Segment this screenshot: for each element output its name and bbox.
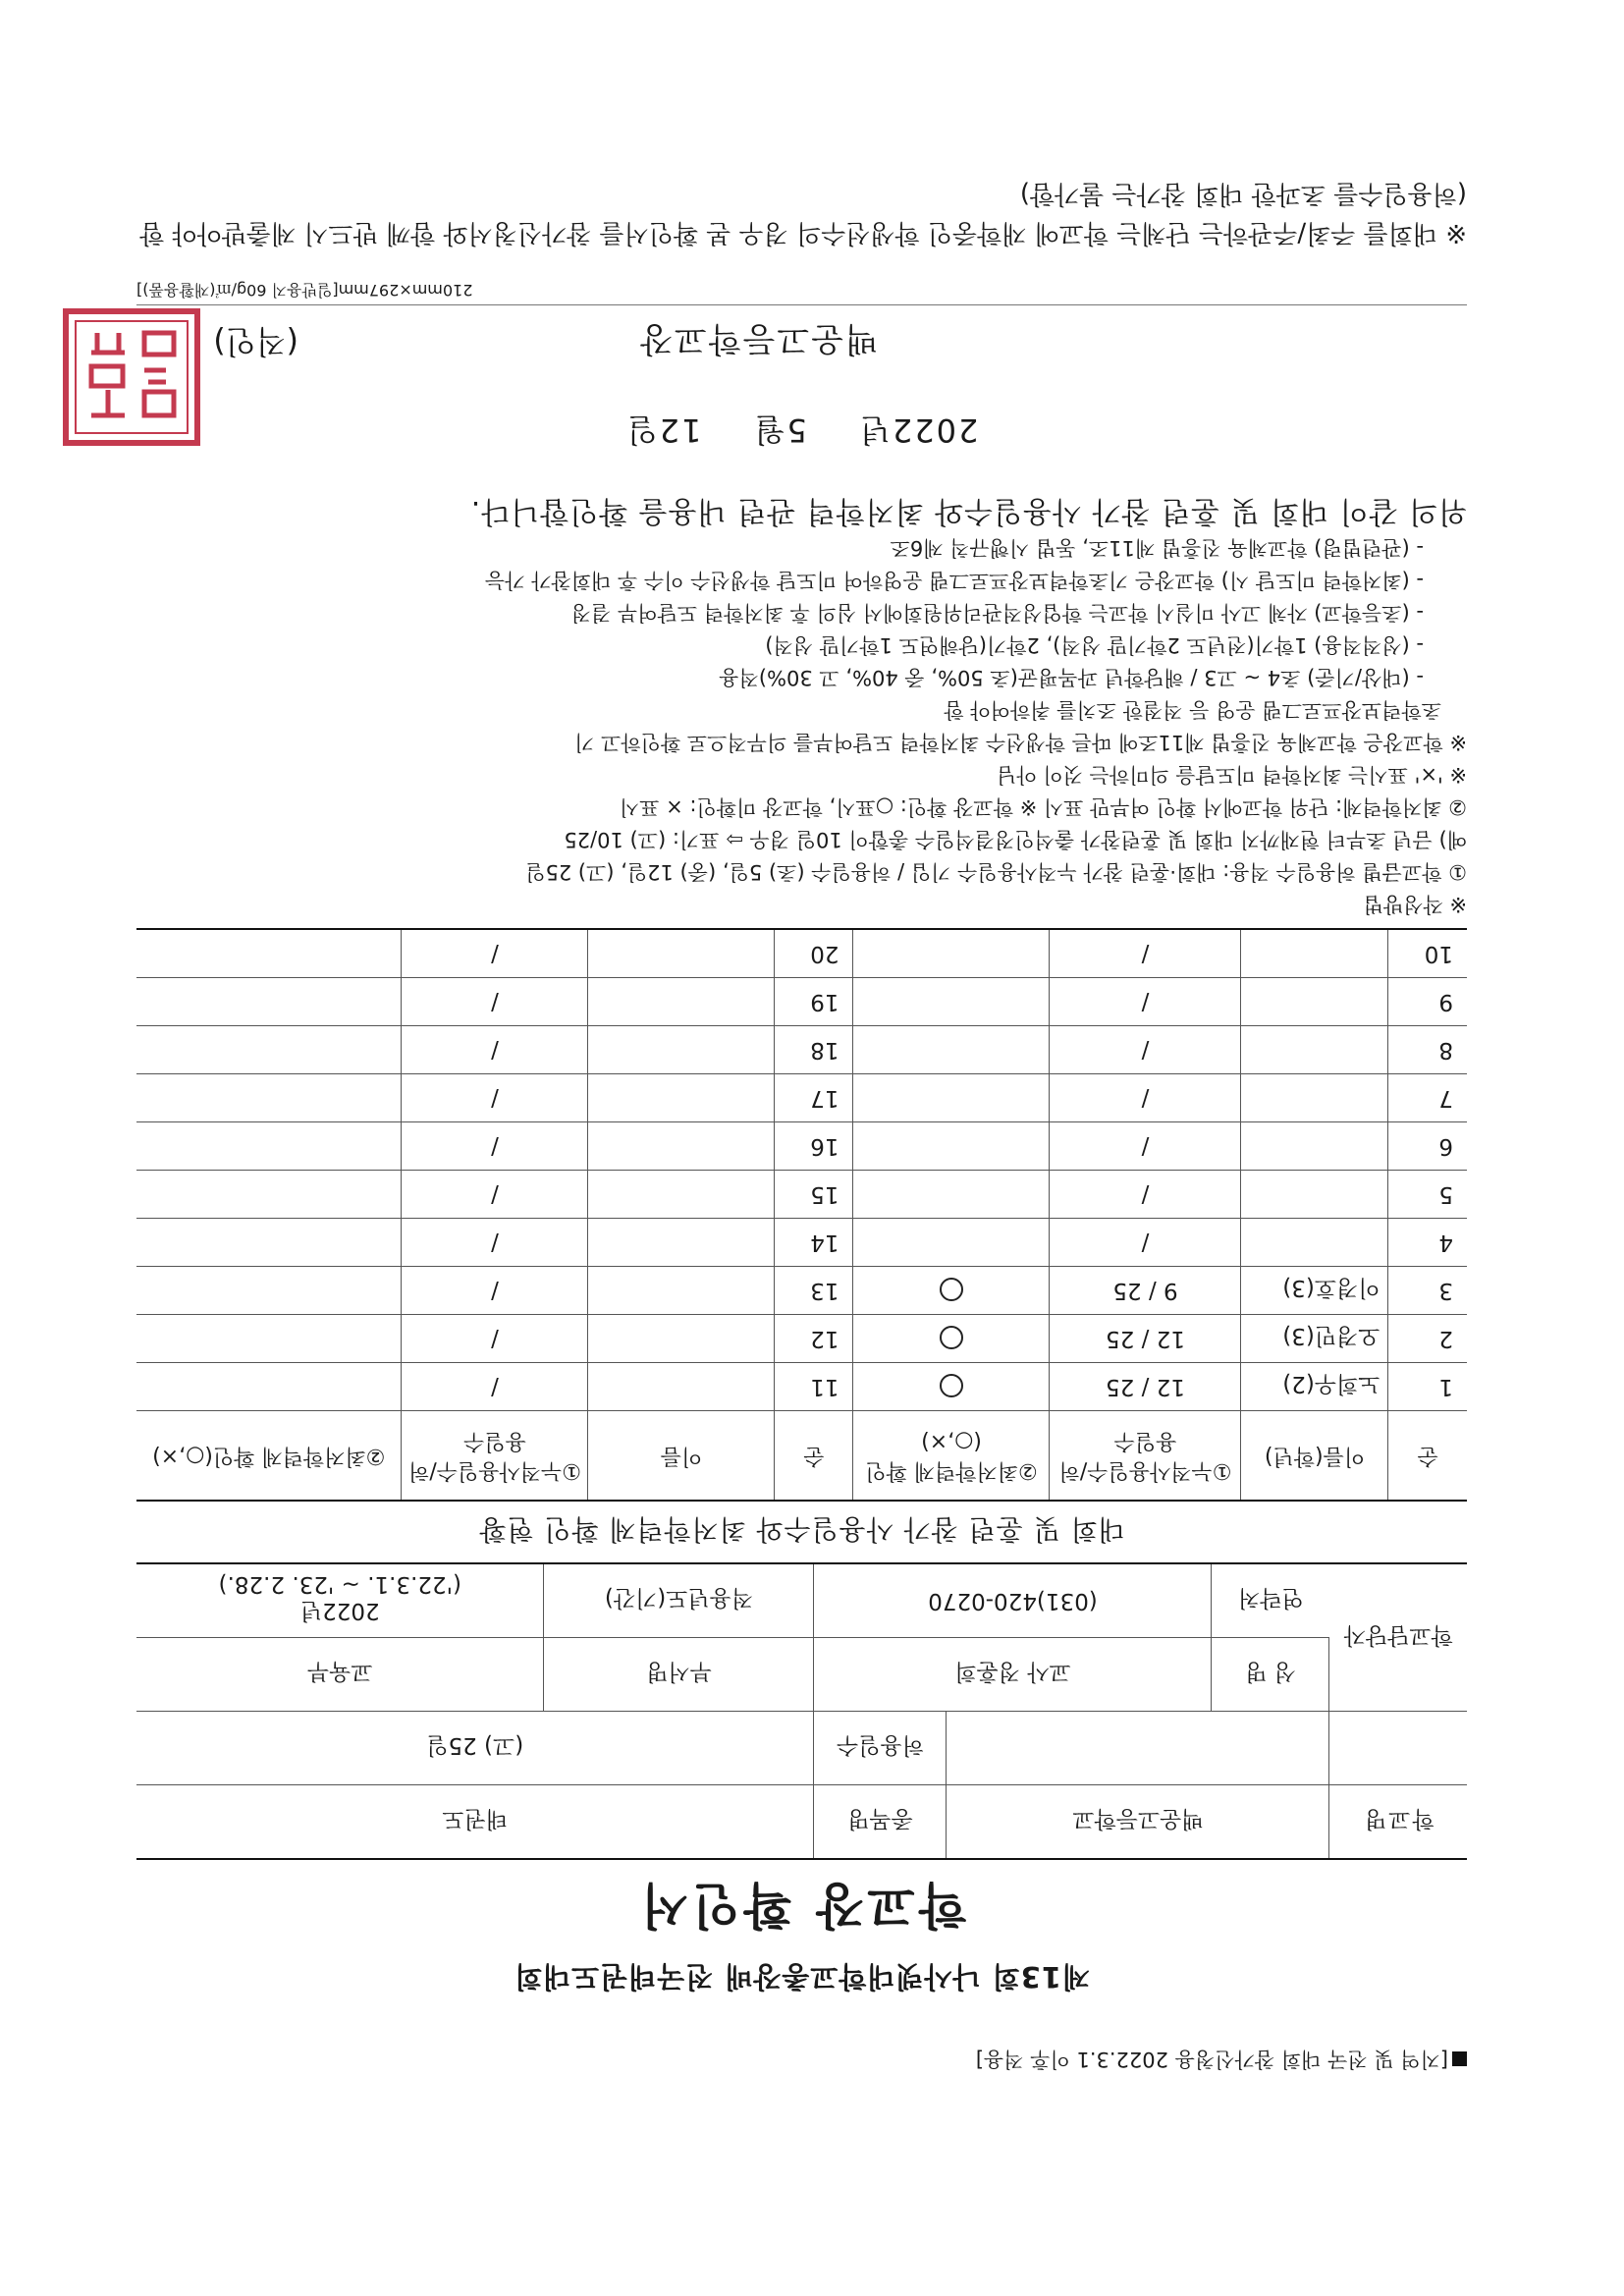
days-value: (고) 25일 bbox=[136, 1712, 814, 1785]
row-days-right: / bbox=[402, 1171, 588, 1219]
row-days: / bbox=[1050, 1026, 1241, 1074]
row-name-right bbox=[588, 929, 775, 978]
square-bullet-icon bbox=[1452, 2051, 1467, 2066]
year-value: 2022년 bbox=[299, 1598, 380, 1624]
table-row bbox=[136, 1267, 1467, 1315]
school-principal: 백운고등학교장 bbox=[638, 319, 878, 358]
row-min bbox=[853, 1074, 1050, 1122]
seal-label: (직인) bbox=[213, 323, 298, 360]
dept-label: 부서명 bbox=[544, 1638, 814, 1712]
note-4-cont: 초학력보장프로그램 운영 등 적절한 조치를 취하여야 함 bbox=[944, 698, 1441, 722]
row-min-right bbox=[136, 1122, 402, 1171]
row-no: 4 bbox=[1388, 1219, 1467, 1267]
row-no-right: 20 bbox=[775, 929, 853, 978]
row-min bbox=[853, 1122, 1050, 1171]
col-header-name2: 이름 bbox=[588, 1411, 775, 1502]
row-days: / bbox=[1050, 929, 1241, 978]
table-row bbox=[136, 1315, 1467, 1363]
row-name bbox=[1241, 978, 1388, 1026]
row-min bbox=[853, 1026, 1050, 1074]
table-row bbox=[136, 1122, 1467, 1171]
col-header-min2: ②최저학력제 확인(○,×) bbox=[136, 1411, 402, 1502]
detail-1: - (대상/기준) 초4 ~ 고3 / 해당학년 과목평균(초 50%, 중 40%, 고 30%)적용 bbox=[719, 666, 1424, 689]
dept-value: 교육부 bbox=[136, 1638, 544, 1712]
col-header-days: ①누적사용일수/허용일수 bbox=[1050, 1411, 1241, 1502]
row-name bbox=[1241, 1122, 1388, 1171]
row-days: / bbox=[1050, 1074, 1241, 1122]
row-no-right: 19 bbox=[775, 978, 853, 1026]
footnote: ※ 대회를 주최/주관하는 단체는 학교에 재학중인 학생선수의 경우 본 확인서를 참가신청서와 함께 반드시 제출받아야 함(허용일수를 초과한 대회 참가는 불가함) bbox=[139, 179, 1467, 247]
row-min bbox=[853, 1171, 1050, 1219]
row-name bbox=[1241, 1026, 1388, 1074]
sport-value: 태권도 bbox=[136, 1785, 814, 1860]
row-min-right bbox=[136, 1267, 402, 1315]
row-days-right: / bbox=[402, 1363, 588, 1411]
name-value: 교사 정훈희 bbox=[814, 1638, 1212, 1712]
notes-heading: ※ 작성방법 bbox=[1363, 893, 1467, 916]
circle-mark-icon bbox=[940, 1327, 963, 1350]
detail-4: - (최저학력 미도달 시) 학교장은 기초학력보장프로그램 운영하여 미도달 학생선수 이수 후 대회참가 가능 bbox=[484, 569, 1424, 592]
row-min bbox=[853, 1363, 1050, 1411]
row-name-right bbox=[588, 1074, 775, 1122]
detail-3: - (초등학교) 자체 고사 미실시 학교는 학업성적관리위원회에서 심의 후 최저학력 도달여부 결정 bbox=[570, 601, 1424, 625]
col-header-min: ②최저학력제 확인(○,×) bbox=[853, 1411, 1050, 1502]
row-name-right bbox=[588, 1315, 775, 1363]
row-min bbox=[853, 1315, 1050, 1363]
table-row bbox=[136, 1074, 1467, 1122]
col-header-no2: 순 bbox=[775, 1411, 853, 1502]
row-no: 7 bbox=[1388, 1074, 1467, 1122]
row-name: 이경호(3) bbox=[1241, 1267, 1388, 1315]
contact-label: 연락처 bbox=[1212, 1563, 1329, 1638]
row-days-right: / bbox=[402, 1219, 588, 1267]
row-days: 9 / 25 bbox=[1050, 1267, 1241, 1315]
row-no-right: 16 bbox=[775, 1122, 853, 1171]
table-row bbox=[136, 1363, 1467, 1411]
row-days-right: / bbox=[402, 1074, 588, 1122]
document-title: 학교장 확인서 bbox=[636, 1877, 967, 1934]
header-tag-text: [지역 및 전국 대회 참가신청용 2022.3.1 이후 적용] bbox=[975, 2048, 1448, 2071]
row-days-right: / bbox=[402, 929, 588, 978]
row-name-right bbox=[588, 1363, 775, 1411]
row-min-right bbox=[136, 1315, 402, 1363]
row-days-right: / bbox=[402, 1267, 588, 1315]
issue-date: 2022년 5월 12일 bbox=[624, 411, 979, 449]
row-no-right: 18 bbox=[775, 1026, 853, 1074]
row-days-right: / bbox=[402, 978, 588, 1026]
note-1-example: 예) 금년 초부터 현재까지 대회 및 훈련참가 출석인정결석일수 총합이 10일 경우 ⇨ 표기: (고) 10/25 bbox=[564, 828, 1467, 851]
row-min-right bbox=[136, 1074, 402, 1122]
row-no-right: 13 bbox=[775, 1267, 853, 1315]
sport-label: 종목명 bbox=[814, 1785, 947, 1860]
row-min-right bbox=[136, 1171, 402, 1219]
info-table bbox=[136, 1562, 1467, 1860]
row-min-right bbox=[136, 1026, 402, 1074]
row-days: / bbox=[1050, 978, 1241, 1026]
days-label: 허용일수 bbox=[814, 1712, 947, 1785]
row-name-right bbox=[588, 1026, 775, 1074]
row-min bbox=[853, 1267, 1050, 1315]
note-2: ② 최저학력제: 단위 학교에서 확인 여부만 표시 ※ 학교장 확인: ○표시, 학교장 미확인: × 표시 bbox=[619, 795, 1467, 819]
period-range: ('22.3.1. ~ '23. 2.28.) bbox=[218, 1571, 461, 1598]
official-seal-icon bbox=[58, 303, 205, 451]
row-no-right: 14 bbox=[775, 1219, 853, 1267]
row-days: / bbox=[1050, 1219, 1241, 1267]
row-no: 1 bbox=[1388, 1363, 1467, 1411]
row-min-right bbox=[136, 1363, 402, 1411]
empty-cell bbox=[1329, 1712, 1467, 1785]
table-row bbox=[136, 1171, 1467, 1219]
row-name-right bbox=[588, 1267, 775, 1315]
row-name: 노희우(2) bbox=[1241, 1363, 1388, 1411]
row-days-right: / bbox=[402, 1315, 588, 1363]
row-name-right bbox=[588, 1171, 775, 1219]
row-name bbox=[1241, 1219, 1388, 1267]
row-name-right bbox=[588, 978, 775, 1026]
table-row bbox=[136, 929, 1467, 978]
table-row bbox=[136, 1219, 1467, 1267]
row-days: / bbox=[1050, 1122, 1241, 1171]
row-name: 오경민(3) bbox=[1241, 1315, 1388, 1363]
school-name-label: 학교명 bbox=[1329, 1785, 1467, 1860]
row-no: 8 bbox=[1388, 1026, 1467, 1074]
period-value bbox=[136, 1563, 544, 1638]
detail-5: - (관련법령) 학교체육 진흥법 제11조, 동법 시행규칙 제6조 bbox=[890, 536, 1424, 560]
row-name bbox=[1241, 1171, 1388, 1219]
col-header-name: 이름(학년) bbox=[1241, 1411, 1388, 1502]
circle-mark-icon bbox=[940, 1279, 963, 1302]
table-row bbox=[136, 1026, 1467, 1074]
row-min bbox=[853, 929, 1050, 978]
empty-cell bbox=[947, 1712, 1329, 1785]
row-no-right: 17 bbox=[775, 1074, 853, 1122]
row-no-right: 12 bbox=[775, 1315, 853, 1363]
school-name-value: 백운고등학교 bbox=[947, 1785, 1329, 1860]
row-no: 2 bbox=[1388, 1315, 1467, 1363]
athlete-table bbox=[136, 928, 1467, 1502]
row-no-right: 11 bbox=[775, 1363, 853, 1411]
row-min-right bbox=[136, 929, 402, 978]
manager-label: 학교담당자 bbox=[1329, 1563, 1467, 1712]
period-label: 적용년도(기간) bbox=[544, 1563, 814, 1638]
row-min bbox=[853, 1219, 1050, 1267]
row-no: 9 bbox=[1388, 978, 1467, 1026]
competition-title: 제13회 나사렛대학교총장배 전국태권도대회 bbox=[514, 1960, 1090, 1994]
row-days-right: / bbox=[402, 1122, 588, 1171]
detail-2: - (성적적용) 1학기(전년도 2학기말 성적), 2학기(당해연도 1학기말 성적) bbox=[765, 633, 1424, 657]
col-header-no: 순 bbox=[1388, 1411, 1467, 1502]
row-no-right: 15 bbox=[775, 1171, 853, 1219]
row-name-right bbox=[588, 1219, 775, 1267]
section-title: 대회 및 훈련 참가 사용일수와 최저학력제 확인 현황 bbox=[478, 1513, 1125, 1546]
row-min-right bbox=[136, 1219, 402, 1267]
header-tag bbox=[136, 2046, 1467, 2075]
circle-mark-icon bbox=[940, 1375, 963, 1398]
confirm-statement: 위의 같이 대회 및 훈련 참가 사용일수와 최저학력 관련 내용을 확인합니다. bbox=[469, 494, 1467, 528]
row-no: 6 bbox=[1388, 1122, 1467, 1171]
row-min-right bbox=[136, 978, 402, 1026]
row-days-right: / bbox=[402, 1026, 588, 1074]
note-1: ① 학교급별 허용일수 적용: 대회·훈련 참가 누적사용일수 기입 / 허용일수 (초) 5일, (중) 12일, (고) 25일 bbox=[525, 860, 1467, 884]
col-header-days2: ①누적사용일수/허용일수 bbox=[402, 1411, 588, 1502]
notes-section bbox=[136, 490, 1467, 920]
contact-value: (031)420-0270 bbox=[814, 1563, 1212, 1638]
note-3: ※ '×' 표시는 최저학력 미도달을 의미하는 것이 아님 bbox=[997, 763, 1467, 787]
row-no: 3 bbox=[1388, 1267, 1467, 1315]
paper-size-note: 210mm×297mm[일반용지 60g/㎡(재활용품)] bbox=[136, 281, 473, 300]
row-name bbox=[1241, 929, 1388, 978]
table-row bbox=[136, 978, 1467, 1026]
row-no: 5 bbox=[1388, 1171, 1467, 1219]
row-name-right bbox=[588, 1122, 775, 1171]
row-name bbox=[1241, 1074, 1388, 1122]
row-days: 12 / 25 bbox=[1050, 1363, 1241, 1411]
name-label: 성 명 bbox=[1212, 1638, 1329, 1712]
row-days: / bbox=[1050, 1171, 1241, 1219]
row-min bbox=[853, 978, 1050, 1026]
row-no: 10 bbox=[1388, 929, 1467, 978]
row-days: 12 / 25 bbox=[1050, 1315, 1241, 1363]
signature-row bbox=[136, 304, 1467, 374]
note-4: ※ 학교장은 학교체육 진흥법 제11조에 따른 학생선수 최저학력 도달여부를 의무적으로 확인하고 기 bbox=[574, 731, 1467, 754]
